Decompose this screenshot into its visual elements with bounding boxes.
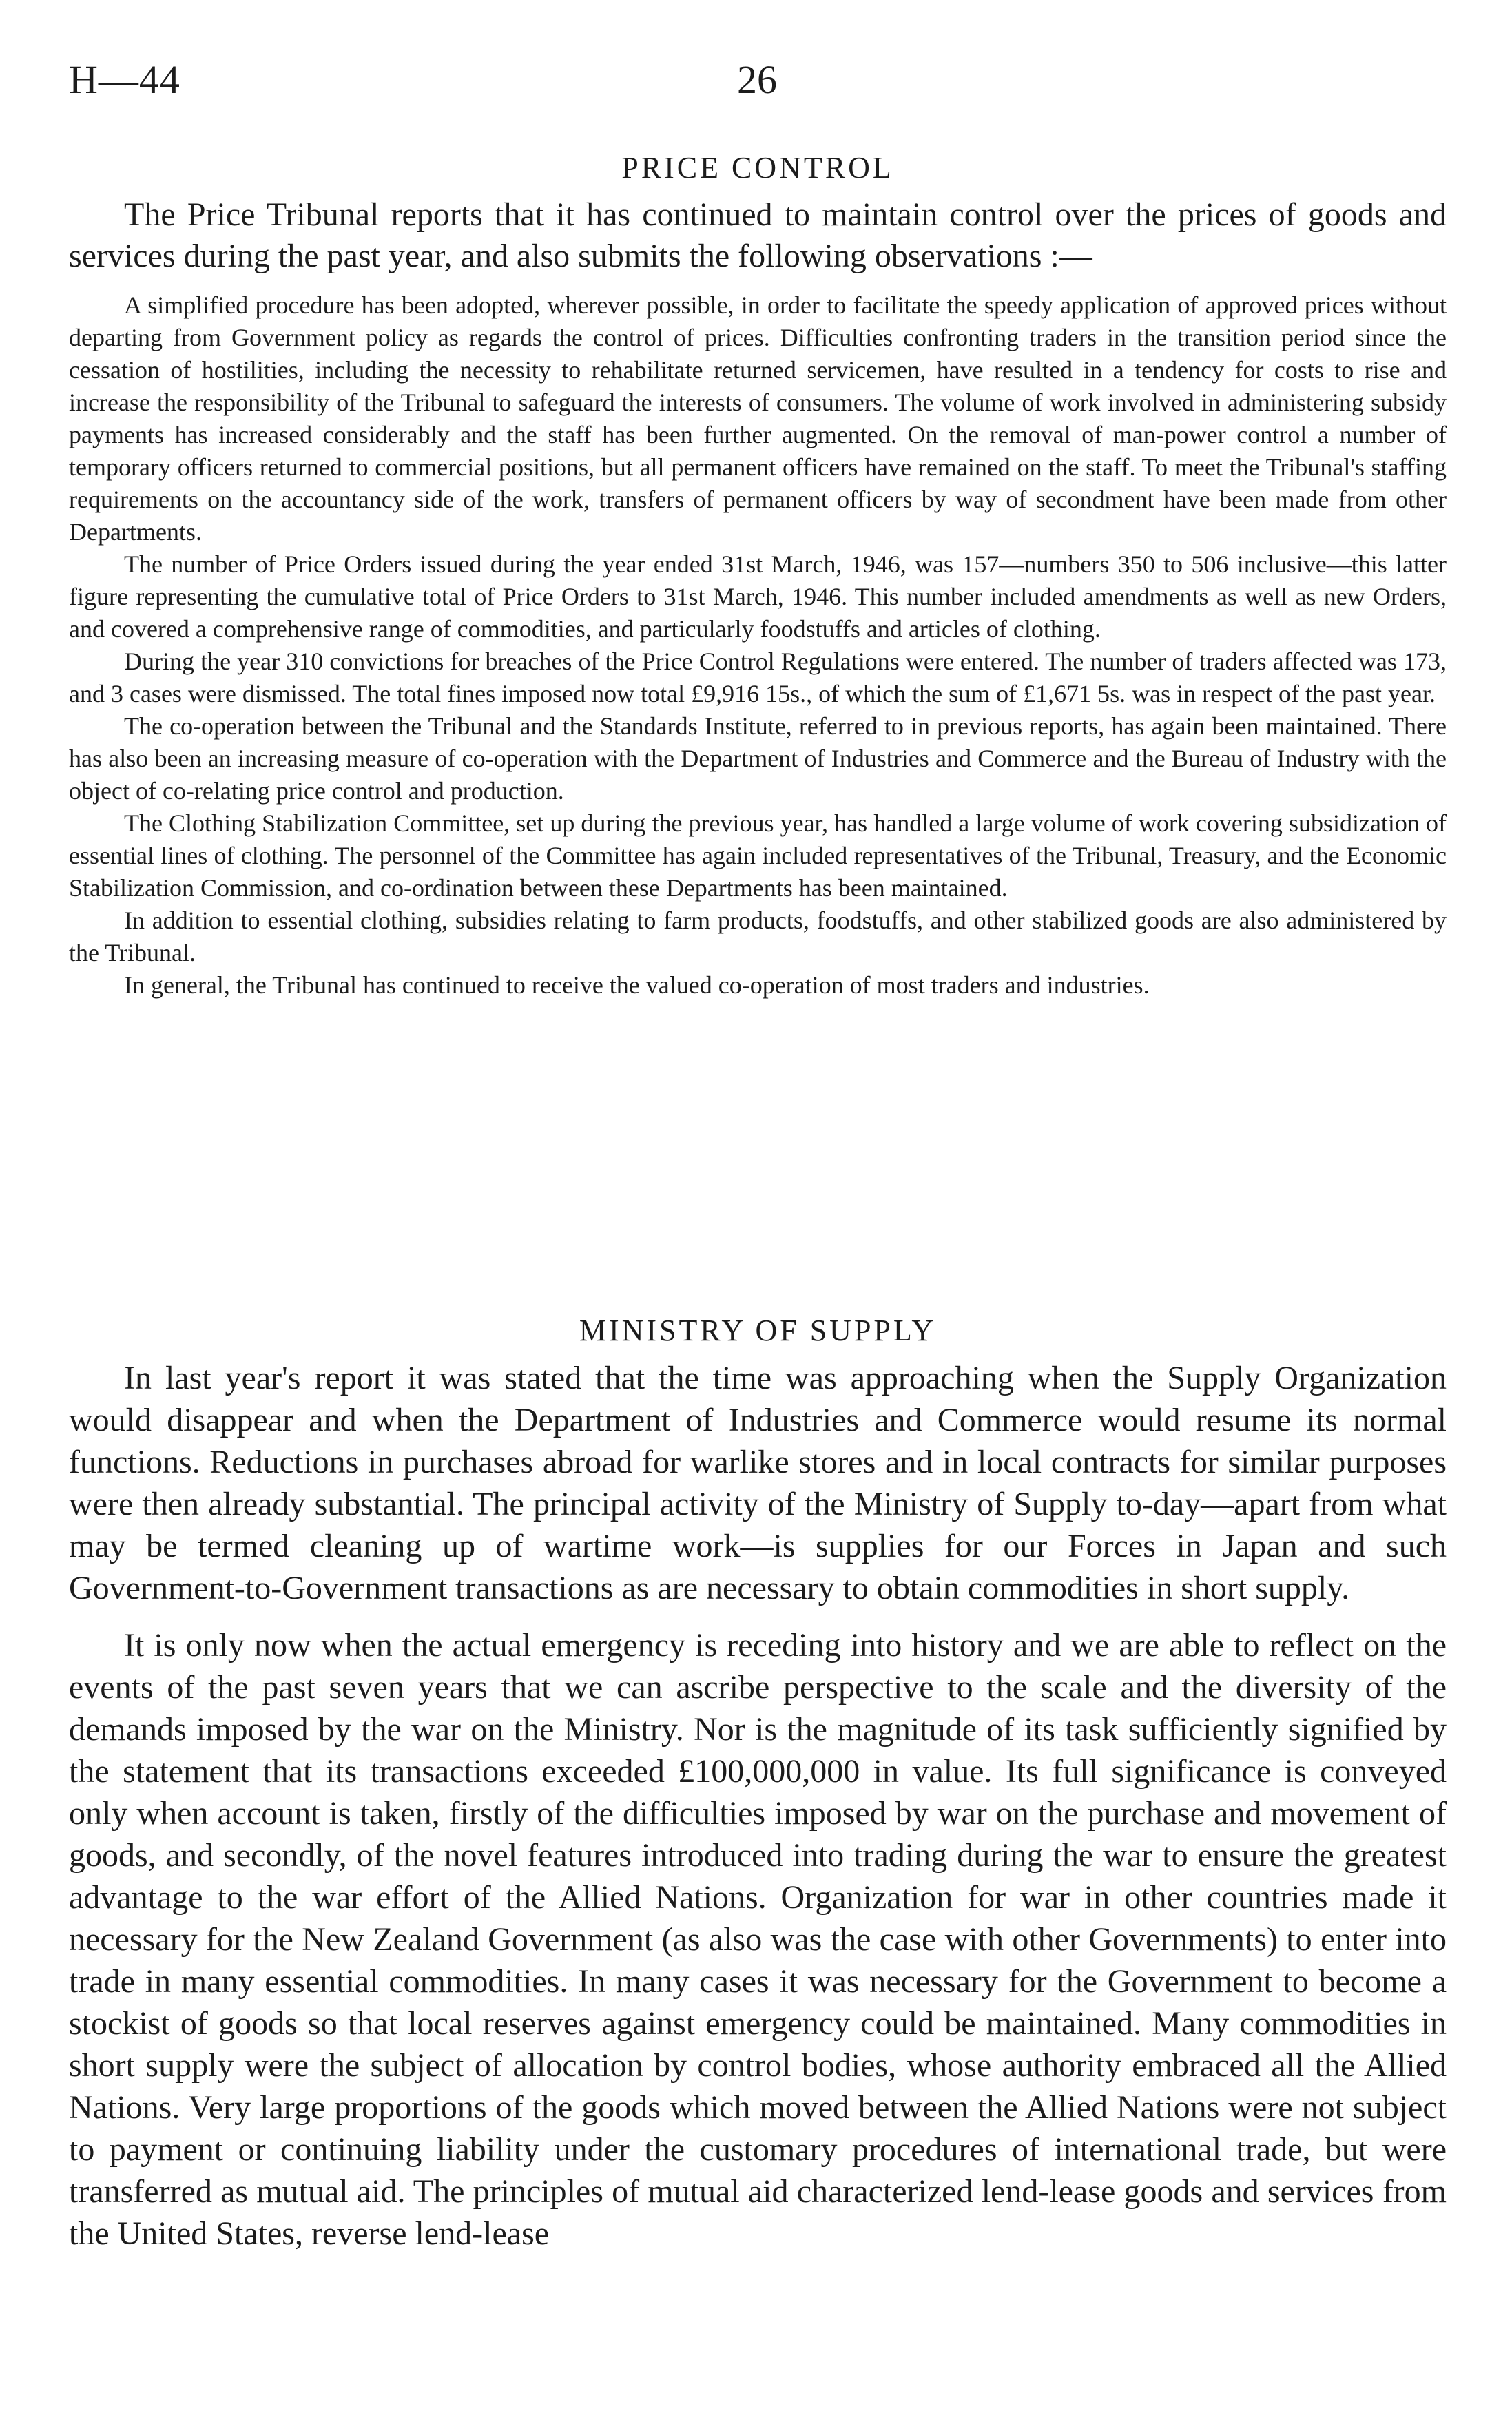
running-header bbox=[69, 56, 1447, 112]
document-code: H—44 bbox=[69, 57, 180, 102]
ministry-of-supply-paragraph: In last year's report it was stated that the time was approaching when the Supply Organization would disappear and when the Department of Industries and Commerce would resume its normal functions. Reductions in purchases abroad for warlike stores and in local contracts for similar purposes were then already substantial. The principal activity of the Ministry of Supply to-day—apart from what may be termed cleaning up of wartime work—is supplies for our Forces in Japan and such Government-to-Government transactions as are necessary to obtain commodities in short supply. bbox=[69, 1360, 1447, 1606]
price-control-paragraph: The Clothing Stabilization Committee, set up during the previous year, has handled a large volume of work covering subsidization of essential lines of clothing. The personnel of the Committee has again included representatives of the Tribunal, Treasury, and the Economic Stabilization Commission, and co-ordination between these Departments has been maintained. bbox=[69, 809, 1447, 902]
price-control-paragraph: During the year 310 convictions for breaches of the Price Control Regulations were entered. The number of traders affected was 173, and 3 cases were dismissed. The total fines imposed now total £9,916 15s., of which the sum of £1,671 5s. was in respect of the past year. bbox=[69, 647, 1447, 707]
price-control-paragraph: The number of Price Orders issued during the year ended 31st March, 1946, was 157—numbers 350 to 506 inclusive—this latter figure representing the cumulative total of Price Orders to 31st March, 1946. This number included amendments as well as new Orders, and covered a comprehensive range of commodities, and particularly foodstuffs and articles of clothing. bbox=[69, 550, 1447, 643]
price-control-paragraph: A simplified procedure has been adopted, wherever possible, in order to facilitate the speedy application of approved prices without departing from Government policy as regards the control of prices. Difficulties confronting traders in the transition period since the cessation of hostilities, including the necessity to rehabilitate returned servicemen, have resulted in a tendency for costs to rise and increase the responsibility of the Tribunal to safeguard the interests of consumers. The volume of work involved in administering subsidy payments has increased considerably and the staff has been further augmented. On the removal of man-power control a number of temporary officers returned to commercial positions, but all permanent officers have remained on the staff. To meet the Tribunal's staffing requirements on the accountancy side of the work, transfers of permanent officers by way of secondment have been made from other Departments. bbox=[69, 291, 1447, 546]
price-control-paragraph: In addition to essential clothing, subsidies relating to farm products, foodstuffs, and other stabilized goods are also administered by the Tribunal. bbox=[69, 906, 1447, 966]
ministry-of-supply-heading: MINISTRY OF SUPPLY bbox=[579, 1314, 937, 1347]
ministry-of-supply-section bbox=[69, 1309, 1447, 2270]
price-control-section bbox=[69, 146, 1447, 1002]
price-control-intro: The Price Tribunal reports that it has continued to maintain control over the prices of goods and services during the past year, and also submits the following observations :— bbox=[69, 196, 1447, 274]
ministry-of-supply-paragraph: It is only now when the actual emergency is receding into history and we are able to reflect on the events of the past seven years that we can ascribe perspective to the scale and the diversity of the demands imposed by the war on the Ministry. Nor is the magnitude of its task sufficiently signified by the statement that its transactions exceeded £100,000,000 in value. Its full significance is conveyed only when account is taken, firstly of the difficulties imposed by war on the purchase and movement of goods, and secondly, of the novel features introduced into trading during the war to ensure the greatest advantage to the war effort of the Allied Nations. Organization for war in other countries made it necessary for the New Zealand Government (as also was the case with other Governments) to enter into trade in many essential commodities. In many cases it was necessary for the Government to become a stockist of goods so that local reserves against emergency could be maintained. Many commodities in short supply were the subject of allocation by control bodies, whose authority embraced all the Allied Nations. Very large proportions of the goods which moved between the Allied Nations were not subject to payment or continuing liability under the customary procedures of international trade, but were transferred as mutual aid. The principles of mutual aid characterized lend-lease goods and services from the United States, reverse lend-lease bbox=[69, 1627, 1447, 2252]
price-control-heading: PRICE CONTROL bbox=[621, 151, 894, 185]
price-control-paragraph: In general, the Tribunal has continued to receive the valued co-operation of most traders and industries. bbox=[124, 971, 1150, 999]
page-number: 26 bbox=[737, 57, 777, 102]
price-control-paragraph: The co-operation between the Tribunal and the Standards Institute, referred to in previous reports, has again been maintained. There has also been an increasing measure of co-operation with the Department of Industries and Commerce and the Bureau of Industry with the object of co-relating price control and production. bbox=[69, 712, 1447, 805]
